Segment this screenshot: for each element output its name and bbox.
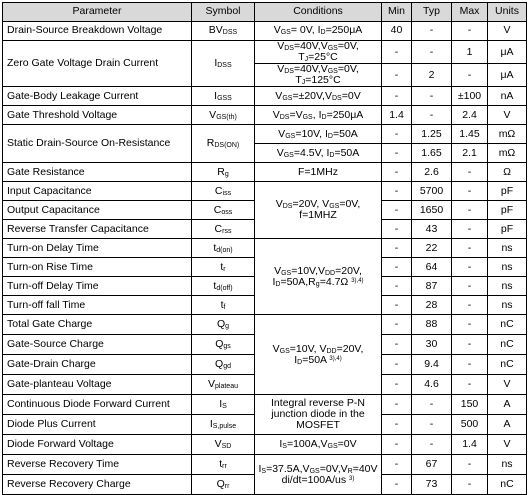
header-conditions: Conditions <box>255 3 382 22</box>
max-cell: ±100 <box>452 87 488 106</box>
units-cell: mΩ <box>488 144 527 163</box>
units-cell: A <box>488 395 527 415</box>
units-cell: V <box>488 22 527 41</box>
typ-cell: 2.6 <box>412 163 452 182</box>
min-cell: - <box>382 239 412 258</box>
units-cell: A <box>488 415 527 435</box>
units-cell: pF <box>488 182 527 201</box>
typ-cell: - <box>412 415 452 435</box>
min-cell: - <box>382 144 412 163</box>
symbol-cell: $V_{GS(th)}$ <box>192 106 255 125</box>
max-cell: 1.45 <box>452 125 488 144</box>
units-cell: ns <box>488 455 527 475</box>
symbol-cell: $BV_{DSS}$ <box>192 22 255 41</box>
symbol-cell: $t_{d(off)}$ <box>192 277 255 296</box>
conditions-cell: $V_{DS}=40V,V_{GS}=0V$, $T_J=25^\circ C$ <box>255 41 382 64</box>
max-cell: 1.4 <box>452 435 488 455</box>
max-cell: 2.1 <box>452 144 488 163</box>
max-cell: - <box>452 375 488 395</box>
typ-cell: - <box>412 395 452 415</box>
symbol-cell: $R_{DS(ON)}$ <box>192 125 255 163</box>
max-cell: - <box>452 296 488 315</box>
conditions-cell: $V_{DS}=40V,V_{GS}=0V$, $T_J=125^\circ C$ <box>255 64 382 87</box>
table-row <box>3 435 527 455</box>
parameter-cell: Reverse Transfer Capacitance <box>3 220 192 239</box>
min-cell: - <box>382 335 412 355</box>
parameter-cell: Gate-Source Charge <box>3 335 192 355</box>
min-cell: - <box>382 125 412 144</box>
table-row <box>3 163 527 182</box>
max-cell: - <box>452 163 488 182</box>
conditions-cell: $V_{GS}= 0V$, $I_D=250\mu A$ <box>255 22 382 41</box>
max-cell: - <box>452 355 488 375</box>
parameter-cell: Total Gate Charge <box>3 315 192 335</box>
symbol-cell: $V_{SD}$ <box>192 435 255 455</box>
typ-cell: 9.4 <box>412 355 452 375</box>
parameter-cell: Gate-Drain Charge <box>3 355 192 375</box>
units-cell: V <box>488 375 527 395</box>
units-cell: nC <box>488 475 527 495</box>
max-cell: - <box>452 220 488 239</box>
units-cell: ns <box>488 277 527 296</box>
parameter-cell: Static Drain-Source On-Resistance <box>3 125 192 163</box>
max-cell: - <box>452 239 488 258</box>
typ-cell: 4.6 <box>412 375 452 395</box>
header-row <box>3 3 527 22</box>
symbol-cell: $C_{oss}$ <box>192 201 255 220</box>
table-row <box>3 106 527 125</box>
parameter-cell: Zero Gate Voltage Drain Current <box>3 41 192 87</box>
conditions-cell: F=1MHz <box>255 163 382 182</box>
typ-cell: - <box>412 106 452 125</box>
mosfet-electrical-characteristics-table <box>2 2 527 495</box>
min-cell: - <box>382 475 412 495</box>
table-row <box>3 239 527 258</box>
header-typ: Typ <box>412 3 452 22</box>
conditions-cell: $V_{GS}=10V$, $V_{DD}=20V$, $I_D=50A$ $^{3),4)}$ <box>255 315 382 395</box>
parameter-cell: Gate Threshold Voltage <box>3 106 192 125</box>
symbol-cell: $t_f$ <box>192 296 255 315</box>
conditions-cell: $V_{GS}=10V,V_{DD}=20V$, $I_D=50A,R_g=4.7\Omega$ $^{3),4)}$ <box>255 239 382 315</box>
min-cell: - <box>382 182 412 201</box>
symbol-cell: $I_S$ <box>192 395 255 415</box>
table-row <box>3 22 527 41</box>
conditions-cell: $V_{GS}=10V$, $I_D=50A$ <box>255 125 382 144</box>
min-cell: 1.4 <box>382 106 412 125</box>
units-cell: nC <box>488 355 527 375</box>
parameter-cell: Turn-on Delay Time <box>3 239 192 258</box>
symbol-cell: $V_{plateau}$ <box>192 375 255 395</box>
units-cell: V <box>488 435 527 455</box>
symbol-cell: $Q_{gs}$ <box>192 335 255 355</box>
typ-cell: 64 <box>412 258 452 277</box>
symbol-cell: $I_{GSS}$ <box>192 87 255 106</box>
symbol-cell: $R_g$ <box>192 163 255 182</box>
parameter-cell: Input Capacitance <box>3 182 192 201</box>
typ-cell: 5700 <box>412 182 452 201</box>
parameter-cell: Gate Resistance <box>3 163 192 182</box>
symbol-cell: $I_{DSS}$ <box>192 41 255 87</box>
table-row <box>3 315 527 335</box>
units-cell: ns <box>488 258 527 277</box>
max-cell: 2.4 <box>452 106 488 125</box>
min-cell: - <box>382 277 412 296</box>
conditions-cell: $V_{DS}=V_{GS}$, $I_D=250\mu A$ <box>255 106 382 125</box>
typ-cell: 88 <box>412 315 452 335</box>
units-cell: nC <box>488 335 527 355</box>
parameter-cell: Turn-on Rise Time <box>3 258 192 277</box>
units-cell: pF <box>488 201 527 220</box>
typ-cell: - <box>412 41 452 64</box>
min-cell: - <box>382 220 412 239</box>
typ-cell: 1.65 <box>412 144 452 163</box>
max-cell: - <box>452 277 488 296</box>
table-row <box>3 41 527 64</box>
conditions-cell: $V_{DS}=20V$, $V_{GS}=0V$, f=1MHZ <box>255 182 382 239</box>
table-row <box>3 395 527 415</box>
conditions-cell: Integral reverse P-N junction diode in the MOSFET <box>255 395 382 435</box>
symbol-cell: $t_{rr}$ <box>192 455 255 475</box>
max-cell: - <box>452 455 488 475</box>
min-cell: - <box>382 64 412 87</box>
parameter-cell: Gate-Body Leakage Current <box>3 87 192 106</box>
min-cell: - <box>382 201 412 220</box>
min-cell: - <box>382 87 412 106</box>
min-cell: - <box>382 355 412 375</box>
typ-cell: 67 <box>412 455 452 475</box>
max-cell: - <box>452 22 488 41</box>
typ-cell: 1.25 <box>412 125 452 144</box>
units-cell: Ω <box>488 163 527 182</box>
min-cell: - <box>382 315 412 335</box>
min-cell: - <box>382 258 412 277</box>
max-cell: 150 <box>452 395 488 415</box>
units-cell: V <box>488 106 527 125</box>
header-parameter: Parameter <box>3 3 192 22</box>
min-cell: - <box>382 395 412 415</box>
min-cell: - <box>382 435 412 455</box>
max-cell: - <box>452 258 488 277</box>
units-cell: ns <box>488 296 527 315</box>
units-cell: pF <box>488 220 527 239</box>
table-row <box>3 455 527 475</box>
units-cell: nC <box>488 315 527 335</box>
max-cell: - <box>452 335 488 355</box>
symbol-cell: $t_{d(on)}$ <box>192 239 255 258</box>
min-cell: 40 <box>382 22 412 41</box>
parameter-cell: Reverse Recovery Time <box>3 455 192 475</box>
symbol-cell: $Q_{gd}$ <box>192 355 255 375</box>
symbol-cell: $C_{iss}$ <box>192 182 255 201</box>
symbol-cell: $Q_{rr}$ <box>192 475 255 495</box>
min-cell: - <box>382 163 412 182</box>
conditions-cell: $I_S=100A,V_{GS}=0V$ <box>255 435 382 455</box>
symbol-cell: $C_{rss}$ <box>192 220 255 239</box>
parameter-cell: Diode Plus Current <box>3 415 192 435</box>
typ-cell: 43 <box>412 220 452 239</box>
units-cell: nA <box>488 87 527 106</box>
conditions-cell: $I_S=37.5A,V_{GS}=0V,V_R=40V$ di/dt=100A/us $^{3)}$ <box>255 455 382 495</box>
table-row <box>3 182 527 201</box>
symbol-cell: $t_r$ <box>192 258 255 277</box>
header-symbol: Symbol <box>192 3 255 22</box>
units-cell: ns <box>488 239 527 258</box>
parameter-cell: Turn-off Delay Time <box>3 277 192 296</box>
min-cell: - <box>382 455 412 475</box>
units-cell: μA <box>488 41 527 64</box>
parameter-cell: Drain-Source Breakdown Voltage <box>3 22 192 41</box>
symbol-cell: $I_{S,pulse}$ <box>192 415 255 435</box>
min-cell: - <box>382 415 412 435</box>
parameter-cell: Output Capacitance <box>3 201 192 220</box>
min-cell: - <box>382 296 412 315</box>
max-cell: 1 <box>452 41 488 64</box>
min-cell: - <box>382 375 412 395</box>
symbol-cell: $Q_g$ <box>192 315 255 335</box>
header-max: Max <box>452 3 488 22</box>
conditions-cell: $V_{GS}=4.5V$, $I_D=50A$ <box>255 144 382 163</box>
typ-cell: - <box>412 87 452 106</box>
max-cell: - <box>452 475 488 495</box>
max-cell: - <box>452 201 488 220</box>
typ-cell: 87 <box>412 277 452 296</box>
min-cell: - <box>382 41 412 64</box>
units-cell: mΩ <box>488 125 527 144</box>
typ-cell: 30 <box>412 335 452 355</box>
parameter-cell: Continuous Diode Forward Current <box>3 395 192 415</box>
header-units: Units <box>488 3 527 22</box>
parameter-cell: Gate-planteau Voltage <box>3 375 192 395</box>
typ-cell: 73 <box>412 475 452 495</box>
table-row <box>3 87 527 106</box>
conditions-cell: $V_{GS}=\pm 20V,V_{DS}=0V$ <box>255 87 382 106</box>
typ-cell: 1650 <box>412 201 452 220</box>
max-cell: 500 <box>452 415 488 435</box>
typ-cell: - <box>412 435 452 455</box>
max-cell: - <box>452 64 488 87</box>
table-row <box>3 125 527 144</box>
units-cell: μA <box>488 64 527 87</box>
parameter-cell: Reverse Recovery Charge <box>3 475 192 495</box>
typ-cell: 2 <box>412 64 452 87</box>
header-min: Min <box>382 3 412 22</box>
parameter-cell: Turn-off fall Time <box>3 296 192 315</box>
parameter-cell: Diode Forward Voltage <box>3 435 192 455</box>
typ-cell: 28 <box>412 296 452 315</box>
typ-cell: 22 <box>412 239 452 258</box>
max-cell: - <box>452 315 488 335</box>
typ-cell: - <box>412 22 452 41</box>
max-cell: - <box>452 182 488 201</box>
